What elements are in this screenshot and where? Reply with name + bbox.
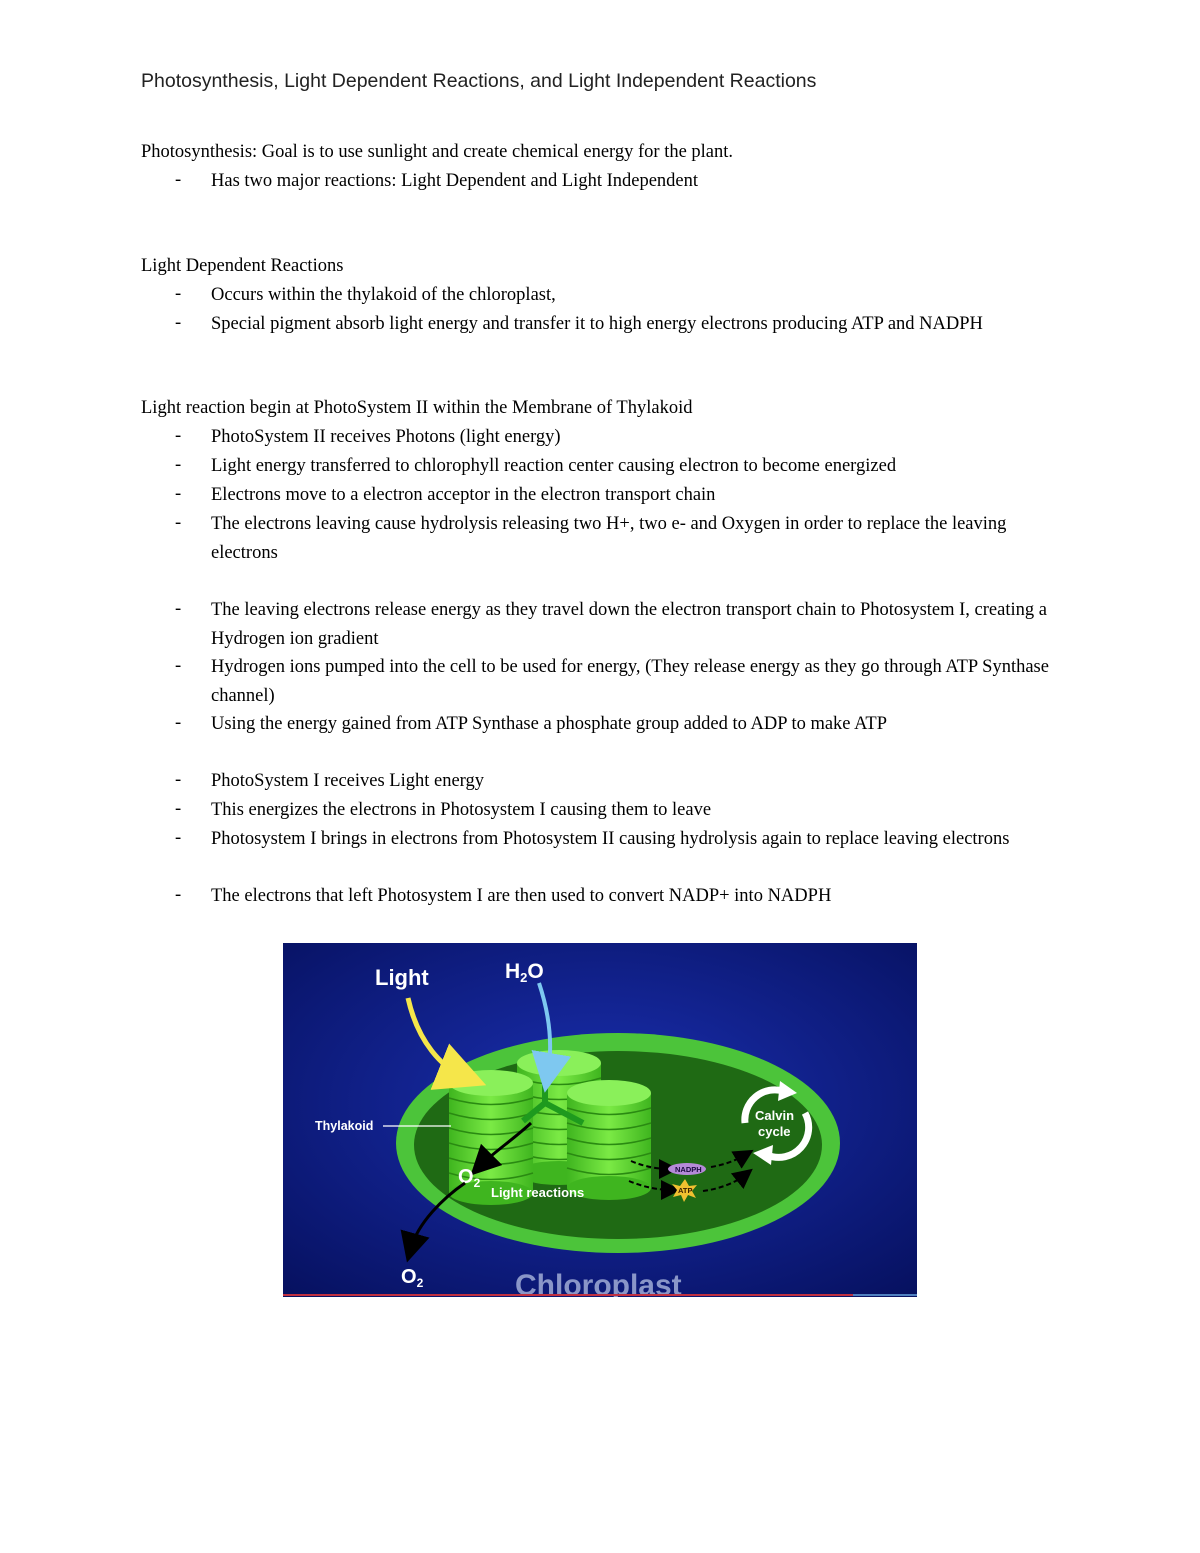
ldr-bullet-1: Occurs within the thylakoid of the chloroplast, <box>211 285 556 305</box>
h2o-end: O <box>527 960 544 983</box>
ps2-bullet-4: The electrons leaving cause hydrolysis releasing two H+, two e- and Oxygen in order to replace the leaving electrons <box>211 514 1007 563</box>
bullet-marker: - <box>175 828 182 848</box>
ps1-bullet-3: Photosystem I brings in electrons from Photosystem II causing hydrolysis again to replace leaving electrons <box>211 829 1010 849</box>
bullet-marker: - <box>175 599 182 619</box>
o2-outer-subscript: 2 <box>416 1276 424 1290</box>
section-heading-ldr: Light Dependent Reactions <box>141 256 344 276</box>
bullet-marker: - <box>175 770 182 790</box>
ps2-bullet-2: Light energy transferred to chlorophyll reaction center causing electron to become energized <box>211 456 897 476</box>
bullet-marker: - <box>175 656 182 676</box>
o2-inner-subscript: 2 <box>473 1176 481 1190</box>
etc-bullet-2: Hydrogen ions pumped into the cell to be used for energy, (They release energy as they go through ATP Synthase channel) <box>211 657 1049 706</box>
intro-bullet: Has two major reactions: Light Dependent and Light Independent <box>211 171 699 191</box>
page-title: Photosynthesis, Light Dependent Reactions, and Light Independent Reactions <box>141 70 817 92</box>
ps1-bullet-2: This energizes the electrons in Photosystem I causing them to leave <box>211 800 712 820</box>
etc-bullet-3: Using the energy gained from ATP Synthase a phosphate group added to ADP to make ATP <box>211 714 888 734</box>
thylakoid-label: Thylakoid <box>315 1119 374 1133</box>
bullet-marker: - <box>175 885 182 905</box>
thylakoid-stack-right <box>567 1080 651 1200</box>
light-reactions-label: Light reactions <box>491 1185 585 1200</box>
h2o-subscript: 2 <box>520 970 528 985</box>
bullet-marker: - <box>175 513 182 533</box>
bullet-marker: - <box>175 484 182 504</box>
bullet-marker: - <box>175 799 182 819</box>
chloroplast-diagram <box>283 943 917 1297</box>
ps2-bullet-1: PhotoSystem II receives Photons (light energy) <box>211 427 561 447</box>
bullet-marker: - <box>175 426 182 446</box>
bullet-marker: - <box>175 284 182 304</box>
o2-inner-main: O <box>458 1166 474 1188</box>
bullet-marker: - <box>175 313 182 333</box>
calvin-label-line2: cycle <box>758 1124 791 1139</box>
ps2-bullet-3: Electrons move to a electron acceptor in the electron transport chain <box>211 485 716 505</box>
intro-text: Photosynthesis: Goal is to use sunlight and create chemical energy for the plant. <box>141 142 734 162</box>
ldr-bullet-2: Special pigment absorb light energy and transfer it to high energy electrons producing ATP and NADPH <box>211 314 983 334</box>
o2-outer-main: O <box>401 1266 417 1288</box>
calvin-label-line1: Calvin <box>755 1108 795 1123</box>
chloroplast-label: Chloroplast <box>515 1269 682 1297</box>
bullet-marker: - <box>175 455 182 475</box>
bullet-marker: - <box>175 170 182 190</box>
ps1-bullet-1: PhotoSystem I receives Light energy <box>211 771 484 791</box>
etc-bullet-1: The leaving electrons release energy as they travel down the electron transport chain to Photosystem I, creating a Hydrogen ion gradient <box>211 600 1047 649</box>
bullet-marker: - <box>175 713 182 733</box>
atp-label: ATP <box>678 1186 693 1195</box>
light-label: Light <box>375 965 429 990</box>
h2o-main: H <box>505 960 521 983</box>
ps1-bullet-4: The electrons that left Photosystem I are then used to convert NADP+ into NADPH <box>211 886 832 906</box>
chloroplast-figure <box>283 943 917 1297</box>
nadph-label: NADPH <box>675 1165 702 1174</box>
section-heading-ps2: Light reaction begin at PhotoSystem II within the Membrane of Thylakoid <box>141 398 693 418</box>
